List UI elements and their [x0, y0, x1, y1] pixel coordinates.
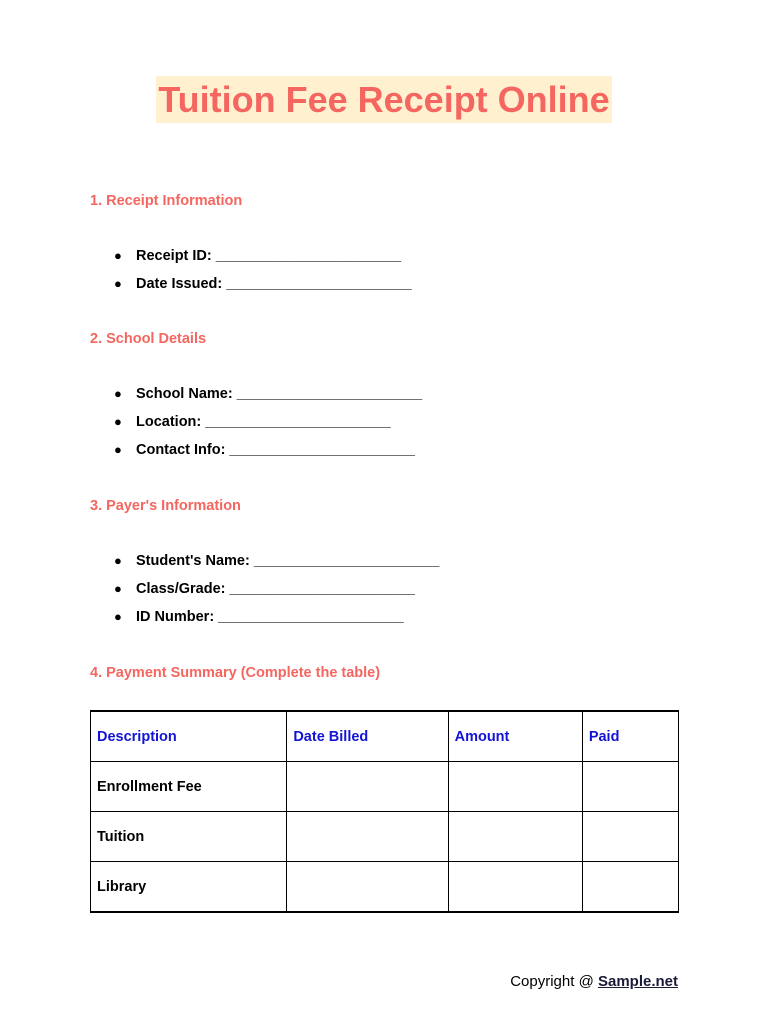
table-row	[91, 812, 679, 862]
school-details-list	[90, 385, 422, 469]
section-heading-receipt-information: 1. Receipt Information	[90, 193, 243, 209]
field-class-grade: Class/Grade: _______________________	[136, 581, 415, 597]
bullet-icon: ●	[114, 581, 122, 596]
field-contact-info: Contact Info: _______________________	[136, 442, 415, 458]
list-item	[90, 552, 439, 580]
bullet-icon: ●	[114, 248, 122, 263]
field-date-issued: Date Issued: _______________________	[136, 276, 412, 292]
cell-date-billed[interactable]	[287, 862, 448, 913]
list-item	[90, 275, 412, 303]
column-header-paid: Paid	[582, 711, 678, 762]
bullet-icon: ●	[114, 553, 122, 568]
cell-description: Library	[91, 862, 287, 913]
field-id-number: ID Number: _______________________	[136, 609, 404, 625]
list-item	[90, 247, 412, 275]
copyright-footer	[510, 973, 678, 991]
bullet-icon: ●	[114, 276, 122, 291]
field-receipt-id: Receipt ID: _______________________	[136, 248, 402, 264]
field-location: Location: _______________________	[136, 414, 391, 430]
section-heading-school-details: 2. School Details	[90, 331, 207, 347]
list-item	[90, 413, 422, 441]
bullet-icon: ●	[114, 609, 122, 624]
cell-date-billed[interactable]	[287, 812, 448, 862]
copyright-text: Copyright @	[510, 973, 598, 990]
cell-amount[interactable]	[448, 762, 582, 812]
cell-description: Tuition	[91, 812, 287, 862]
column-header-amount: Amount	[448, 711, 582, 762]
section-heading-payment-summary: 4. Payment Summary (Complete the table)	[90, 665, 381, 681]
section-heading-payers-information: 3. Payer's Information	[90, 498, 241, 514]
list-item	[90, 608, 439, 636]
cell-date-billed[interactable]	[287, 762, 448, 812]
page-title: Tuition Fee Receipt Online	[156, 76, 611, 123]
cell-paid[interactable]	[582, 812, 678, 862]
bullet-icon: ●	[114, 414, 122, 429]
table-header-row	[91, 711, 679, 762]
sample-net-link[interactable]: Sample.net	[597, 973, 678, 990]
title-container	[0, 76, 768, 123]
cell-description: Enrollment Fee	[91, 762, 287, 812]
column-header-date-billed: Date Billed	[287, 711, 448, 762]
field-school-name: School Name: _______________________	[136, 386, 423, 402]
table-row	[91, 762, 679, 812]
cell-paid[interactable]	[582, 862, 678, 913]
payers-information-list	[90, 552, 439, 636]
cell-amount[interactable]	[448, 862, 582, 913]
list-item	[90, 441, 422, 469]
list-item	[90, 385, 422, 413]
cell-paid[interactable]	[582, 762, 678, 812]
field-students-name: Student's Name: _______________________	[136, 553, 440, 569]
payment-summary-table	[90, 710, 679, 913]
list-item	[90, 580, 439, 608]
table-row	[91, 862, 679, 913]
bullet-icon: ●	[114, 386, 122, 401]
receipt-information-list	[90, 247, 412, 303]
cell-amount[interactable]	[448, 812, 582, 862]
column-header-description: Description	[91, 711, 287, 762]
bullet-icon: ●	[114, 442, 122, 457]
